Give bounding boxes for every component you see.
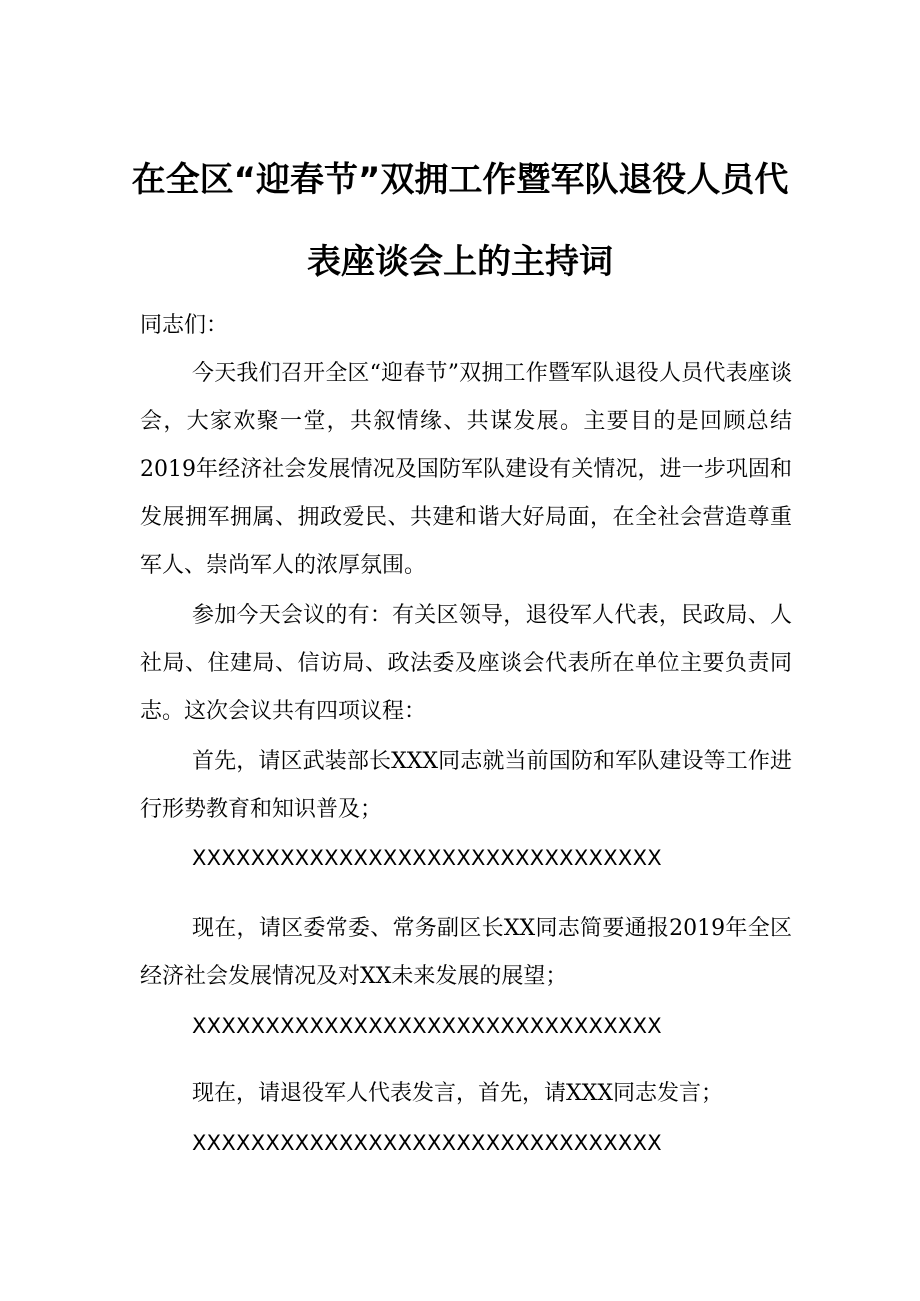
paragraph-agenda-3: 现在，请退役军人代表发言，首先，请XXX同志发言； [192,1081,723,1106]
paragraph-agenda-2: 现在，请区委常委、常务副区长XX同志简要通报2019年全区经济社会发展情况及对XX未来发展的展望； [140,916,792,989]
placeholder-line: XXXXXXXXXXXXXXXXXXXXXXXXXXXXXXXX [192,1131,662,1155]
paragraph-agenda-1: 首先，请区武装部长XXX同志就当前国防和军队建设等工作进行形势教育和知识普及； [140,749,792,822]
document-title-line-2: 表座谈会上的主持词 [307,242,613,282]
paragraph-opening: 今天我们召开全区“迎春节”双拥工作暨军队退役人员代表座谈会，大家欢聚一堂，共叙情缘、共谋发展。主要目的是回顾总结2019年经济社会发展情况及国防军队建设有关情况，进一步巩固和发展拥军拥属、拥政爱民、共建和谐大好局面，在全社会营造尊重军人、崇尚军人的浓厚氛围。 [140,361,792,578]
placeholder-line: XXXXXXXXXXXXXXXXXXXXXXXXXXXXXXXX [192,846,662,870]
salutation: 同志们： [140,313,229,338]
document-title-line-1: 在全区“迎春节”双拥工作暨军队退役人员代 [131,160,789,200]
paragraph-attendees: 参加今天会议的有：有关区领导，退役军人代表，民政局、人社局、住建局、信访局、政法委及座谈会代表所在单位主要负责同志。这次会议共有四项议程： [140,603,792,724]
placeholder-line: XXXXXXXXXXXXXXXXXXXXXXXXXXXXXXXX [192,1014,662,1038]
